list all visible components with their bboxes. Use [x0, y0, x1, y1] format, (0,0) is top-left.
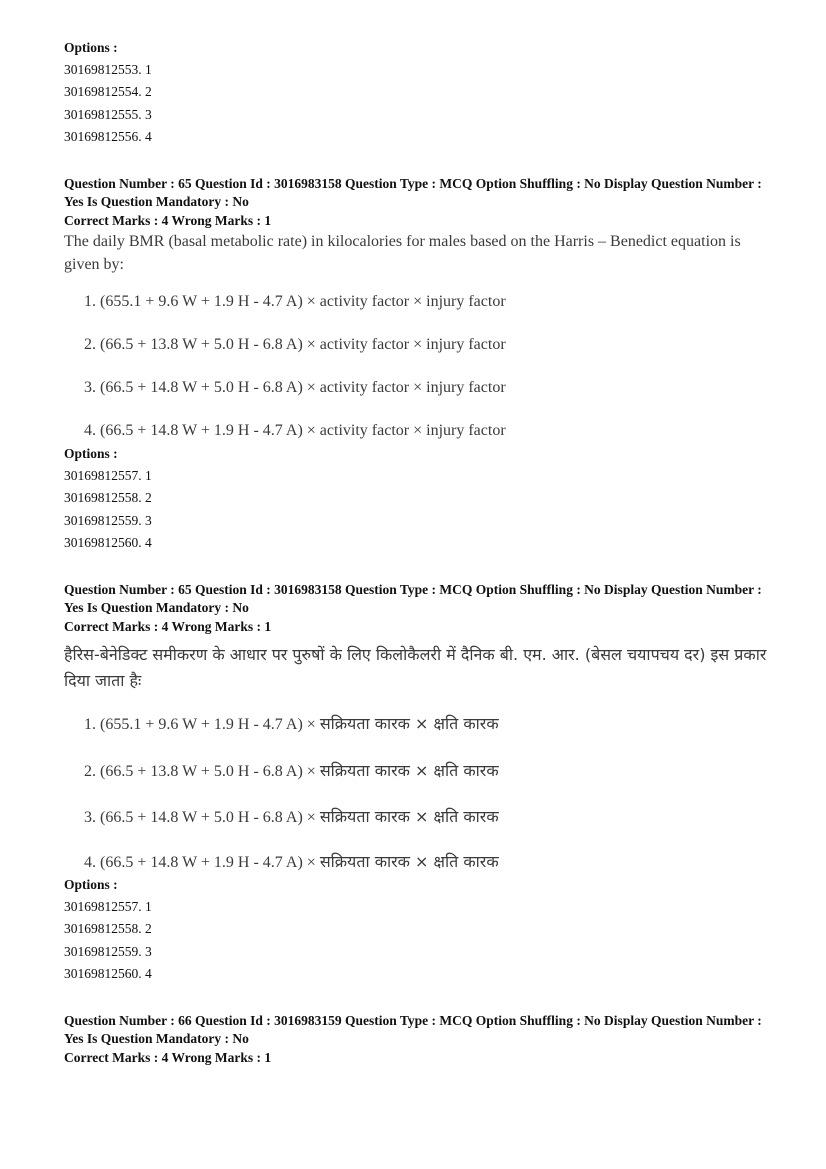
question-marks: Correct Marks : 4 Wrong Marks : 1 [64, 213, 272, 228]
option-id-line: 30169812553. 1 [64, 62, 152, 77]
option-id-line: 30169812556. 4 [64, 129, 152, 144]
option-id-line: 30169812557. 1 [64, 899, 152, 914]
question-header [64, 581, 766, 636]
answer-choice: 2. (66.5 + 13.8 W + 5.0 H - 6.8 A) × activity factor × injury factor [84, 336, 506, 353]
answer-choice: 4. (66.5 + 14.8 W + 1.9 H - 4.7 A) × activity factor × injury factor [84, 422, 506, 439]
answer-choice: 1. (655.1 + 9.6 W + 1.9 H - 4.7 A) × activity factor × injury factor [84, 293, 506, 310]
answer-factor-text: सक्रियता कारक × क्षति कारक [319, 714, 499, 733]
answer-formula: 3. (66.5 + 14.8 W + 5.0 H - 6.8 A) × [84, 809, 316, 826]
option-id-line: 30169812554. 2 [64, 84, 152, 99]
answer-choice [84, 759, 499, 781]
question-header [64, 175, 766, 230]
answer-formula: 1. (655.1 + 9.6 W + 1.9 H - 4.7 A) × [84, 716, 316, 733]
question-marks: Correct Marks : 4 Wrong Marks : 1 [64, 1050, 272, 1065]
option-id-line: 30169812558. 2 [64, 490, 152, 505]
question-meta: Question Number : 66 Question Id : 3016983159 Question Type : MCQ Option Shuffling : No Display Question Number : Yes Is Question Mandatory : No [64, 1013, 762, 1046]
answer-factor-text: सक्रियता कारक × क्षति कारक [319, 761, 499, 780]
answer-formula: 2. (66.5 + 13.8 W + 5.0 H - 6.8 A) × [84, 763, 316, 780]
option-id-line: 30169812555. 3 [64, 107, 152, 122]
option-id-line: 30169812559. 3 [64, 944, 152, 959]
answer-formula: 4. (66.5 + 14.8 W + 1.9 H - 4.7 A) × [84, 854, 316, 871]
option-id-line: 30169812557. 1 [64, 468, 152, 483]
question-header [64, 1012, 766, 1067]
question-stem: हैरिस-बेनेडिक्ट समीकरण के आधार पर पुरुषों के लिए किलोकैलरी में दैनिक बी. एम. आर. (बेसल चयापचय दर) इस प्रकार दिया जाता हैः [64, 645, 767, 690]
answer-choice [84, 805, 499, 827]
options-label: Options : [64, 446, 118, 461]
option-id-line: 30169812558. 2 [64, 921, 152, 936]
answer-factor-text: सक्रियता कारक × क्षति कारक [319, 852, 499, 871]
answer-choice: 3. (66.5 + 14.8 W + 5.0 H - 6.8 A) × activity factor × injury factor [84, 379, 506, 396]
options-label: Options : [64, 40, 118, 55]
answer-factor-text: सक्रियता कारक × क्षति कारक [319, 807, 499, 826]
question-marks: Correct Marks : 4 Wrong Marks : 1 [64, 619, 272, 634]
question-meta: Question Number : 65 Question Id : 3016983158 Question Type : MCQ Option Shuffling : No Display Question Number : Yes Is Question Mandatory : No [64, 176, 762, 209]
option-id-line: 30169812560. 4 [64, 966, 152, 981]
option-id-line: 30169812560. 4 [64, 535, 152, 550]
option-id-line: 30169812559. 3 [64, 513, 152, 528]
answer-choice [84, 850, 499, 872]
answer-choice [84, 712, 499, 734]
options-label: Options : [64, 877, 118, 892]
question-stem: The daily BMR (basal metabolic rate) in kilocalories for males based on the Harris – Benedict equation is given by: [64, 233, 741, 273]
question-meta: Question Number : 65 Question Id : 3016983158 Question Type : MCQ Option Shuffling : No Display Question Number : Yes Is Question Mandatory : No [64, 582, 762, 615]
